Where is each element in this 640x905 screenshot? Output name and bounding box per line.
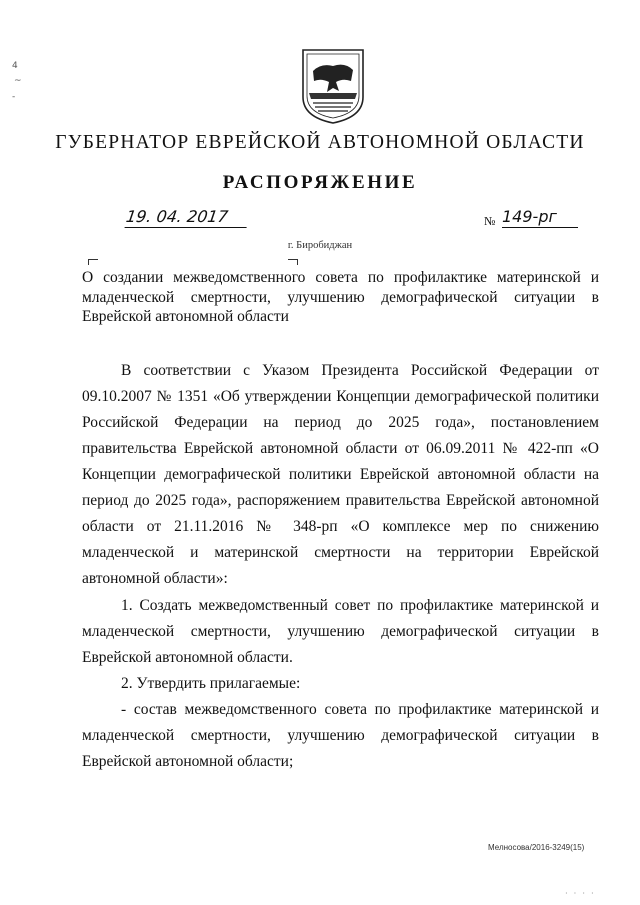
- item-2-subitem-paragraph: - состав межведомственного совета по профилактике материнской и младенческой смертности, улучшению демографической ситуации в Еврейской автономной области;: [82, 701, 599, 770]
- item-2-paragraph: 2. Утвердить прилагаемые:: [121, 675, 301, 692]
- document-subject: О создании межведомственного совета по профилактике материнской и младенческой смертности, улучшению демографической ситуации в Еврейской автономной области: [82, 269, 599, 325]
- bracket-corner-left-icon: [88, 259, 98, 265]
- handwritten-date: 19. 04. 2017: [125, 207, 250, 228]
- scan-artifact-dots-icon: · · · ·: [565, 889, 596, 898]
- page-title: ГУБЕРНАТОР ЕВРЕЙСКОЙ АВТОНОМНОЙ ОБЛАСТИ: [55, 132, 585, 153]
- margin-mark: 4: [12, 61, 18, 71]
- preamble-paragraph: В соответствии с Указом Президента Российской Федерации от 09.10.2007 № 1351 «Об утверждении Концепции демографической политики Российской Федерации на период до 2025 года», постановлением правительства Еврейской автономной области от 06.09.2011 № 422-пп «О Концепции демографической политики Еврейской автономной области на период до 2025 года», распоряжением правительства Еврейской автономной области от 21.11.2016 № 348-рп «О комплексе мер по снижению младенческой и материнской смертности на территории Еврейской автономной области»:: [82, 362, 599, 587]
- bracket-corner-right-icon: [288, 259, 298, 265]
- item-1-paragraph: 1. Создать межведомственный совет по профилактике материнской и младенческой смертности, улучшению демографической ситуации в Еврейской автономной области.: [82, 597, 599, 666]
- footer-registration-code: Мелносова/2016-3249(15): [488, 843, 585, 852]
- number-label: №: [484, 214, 496, 228]
- city-label: г. Биробиджан: [287, 240, 353, 251]
- coat-of-arms-emblem-icon: [299, 47, 367, 125]
- document-type-heading: РАСПОРЯЖЕНИЕ: [222, 172, 418, 193]
- margin-mark: -: [12, 92, 16, 102]
- handwritten-document-number: 149-рг: [502, 207, 578, 228]
- margin-mark: ~: [14, 76, 22, 86]
